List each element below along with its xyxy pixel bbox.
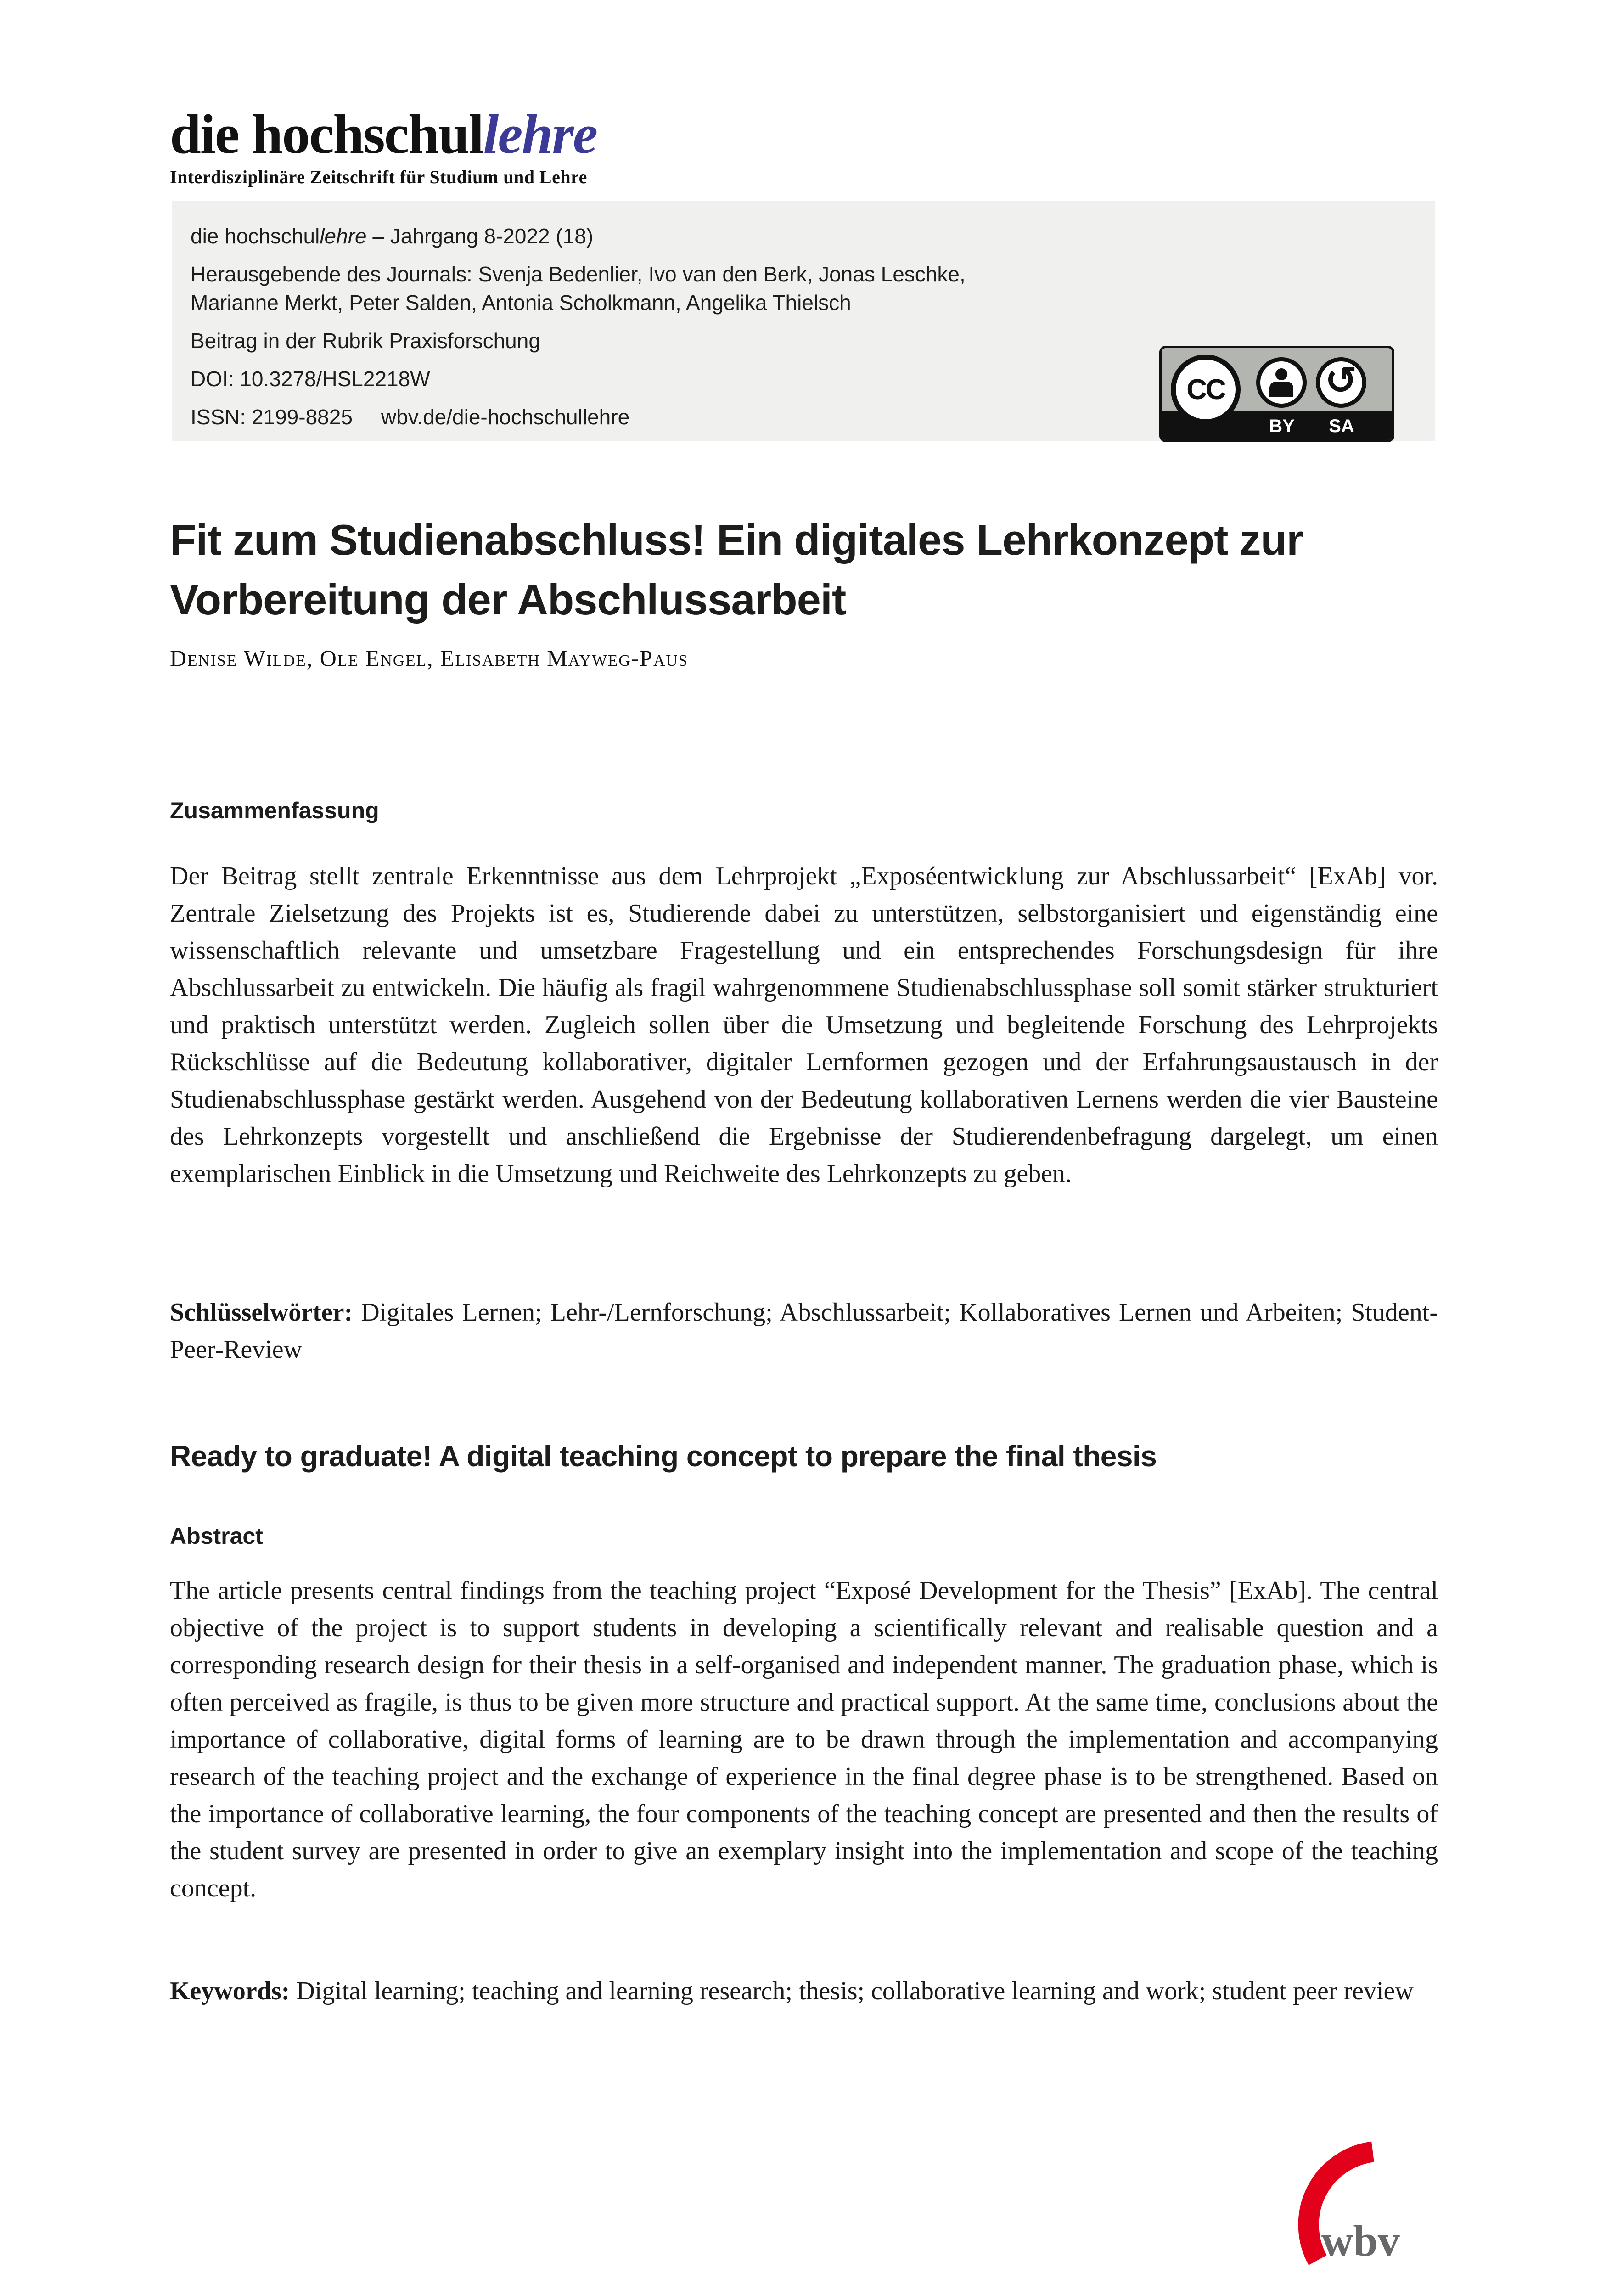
cc-sa-label: SA: [1329, 416, 1354, 436]
journal-logo-wordmark: [170, 103, 597, 165]
article-title-de: Fit zum Studienabschluss! Ein digitales Lehrkonzept zur Vorbereitung der Abschlussarbeit: [170, 515, 1303, 624]
cc-sa-arrow-icon: [1316, 357, 1366, 408]
heading-zusammenfassung: Zusammenfassung: [170, 797, 379, 823]
keywords-de: [170, 1294, 1438, 1368]
issue-volume: – Jahrgang 8-2022 (18): [366, 224, 594, 248]
abstract-de-text: Der Beitrag stellt zentrale Erkenntnisse aus dem Lehrprojekt „Exposéentwicklung zur Abschlussarbeit“ [ExAb] vor. Zentrale Zielsetzung des Projekts ist es, Studierende dabei zu unterstützen, selbstorganisiert und eigenständig eine wissenschaftlich relevante und umsetzbare Fragestellung und ein entsprechendes Forschungsdesign für ihre Abschlussarbeit zu entwickeln. Die häufig als fragil wahrgenommene Studienabschlussphase soll somit stärker strukturiert und praktisch unterstützt werden. Zugleich sollen über die Umsetzung und begleitende Forschung des Lehrprojekts Rückschlüsse auf die Bedeutung kollaborativer, digitaler Lernformen gezogen und der Erfahrungsaustausch in der Studienabschlussphase gestärkt werden. Ausgehend von der Bedeutung kollaborativen Lernens werden die vier Bausteine des Lehrkonzepts vorgestellt und anschließend die Ergebnisse der Studierendenbefragung dargelegt, um einen exemplarischen Einblick in die Umsetzung und Reichweite des Lehrkonzepts zu geben.: [170, 862, 1438, 1188]
doi-line: DOI: 10.3278/HSL2218W: [191, 367, 430, 391]
issue-journal-name-accent: lehre: [320, 224, 367, 248]
person-glyph: [1269, 368, 1293, 397]
keywords-en-label: Keywords:: [170, 1977, 290, 2005]
journal-logo-accent: lehre: [483, 103, 597, 165]
keywords-en-list: Digital learning; teaching and learning research; thesis; collaborative learning and work; student peer review: [290, 1977, 1414, 2005]
person-head: [1275, 368, 1287, 380]
issue-journal-name: die hochschul: [191, 224, 320, 248]
cc-by-person-icon: [1256, 357, 1307, 408]
journal-logo-subtitle: Interdisziplinäre Zeitschrift für Studium und Lehre: [170, 167, 587, 187]
article-title-en: Ready to graduate! A digital teaching concept to prepare the final thesis: [170, 1440, 1157, 1473]
keywords-de-label: Schlüsselwörter:: [170, 1298, 353, 1327]
article-authors: Denise Wilde, Ole Engel, Elisabeth Mayweg-Paus: [170, 645, 689, 671]
journal-website: wbv.de/die-hochschullehre: [381, 405, 630, 429]
cc-icon: [1171, 355, 1241, 424]
editors-line-1: Herausgebende des Journals: Svenja Bedenlier, Ivo van den Berk, Jonas Leschke,: [191, 262, 966, 286]
wbv-wordmark: wbv: [1321, 2216, 1400, 2265]
keywords-en: [170, 1973, 1438, 2010]
keywords-de-list: Digitales Lernen; Lehr-/Lernforschung; Abschlussarbeit; Kollaboratives Lernen und Arbeiten; Student-Peer-Review: [170, 1298, 1438, 1364]
wbv-publisher-logo: [1263, 2135, 1414, 2273]
abstract-en-text: The article presents central findings from the teaching project “Exposé Development for the Thesis” [ExAb]. The central objective of the project is to support students in developing a scientifically relevant and realisable question and a corresponding research design for their thesis in a self-organised and independent manner. The graduation phase, which is often perceived as fragile, is thus to be given more structure and practical support. At the same time, conclusions about the importance of collaborative, digital forms of learning are to be drawn through the implementation and accompanying research of the teaching project and the exchange of experience in the final degree phase is to be strengthened. Based on the importance of collaborative learning, the four components of the teaching concept are presented and then the results of the student survey are presented in order to give an exemplary insight into the implementation and scope of the teaching concept.: [170, 1576, 1438, 1902]
journal-logo-main: die hochschul: [170, 103, 483, 165]
heading-abstract: Abstract: [170, 1523, 263, 1549]
cc-by-sa-license-badge: [1159, 346, 1394, 442]
issn-value: ISSN: 2199-8825: [191, 405, 353, 429]
person-body: [1269, 382, 1293, 397]
rubric-line: Beitrag in der Rubrik Praxisforschung: [191, 329, 540, 353]
journal-logo: [170, 103, 597, 188]
editors-line-2: Marianne Merkt, Peter Salden, Antonia Scholkmann, Angelika Thielsch: [191, 291, 851, 315]
sa-arrow-glyph: ↺: [1325, 358, 1358, 403]
cc-icon-text: CC: [1186, 373, 1225, 405]
editors-line: [191, 260, 1416, 317]
issue-line: [191, 222, 1416, 250]
cc-by-label: BY: [1269, 416, 1295, 436]
